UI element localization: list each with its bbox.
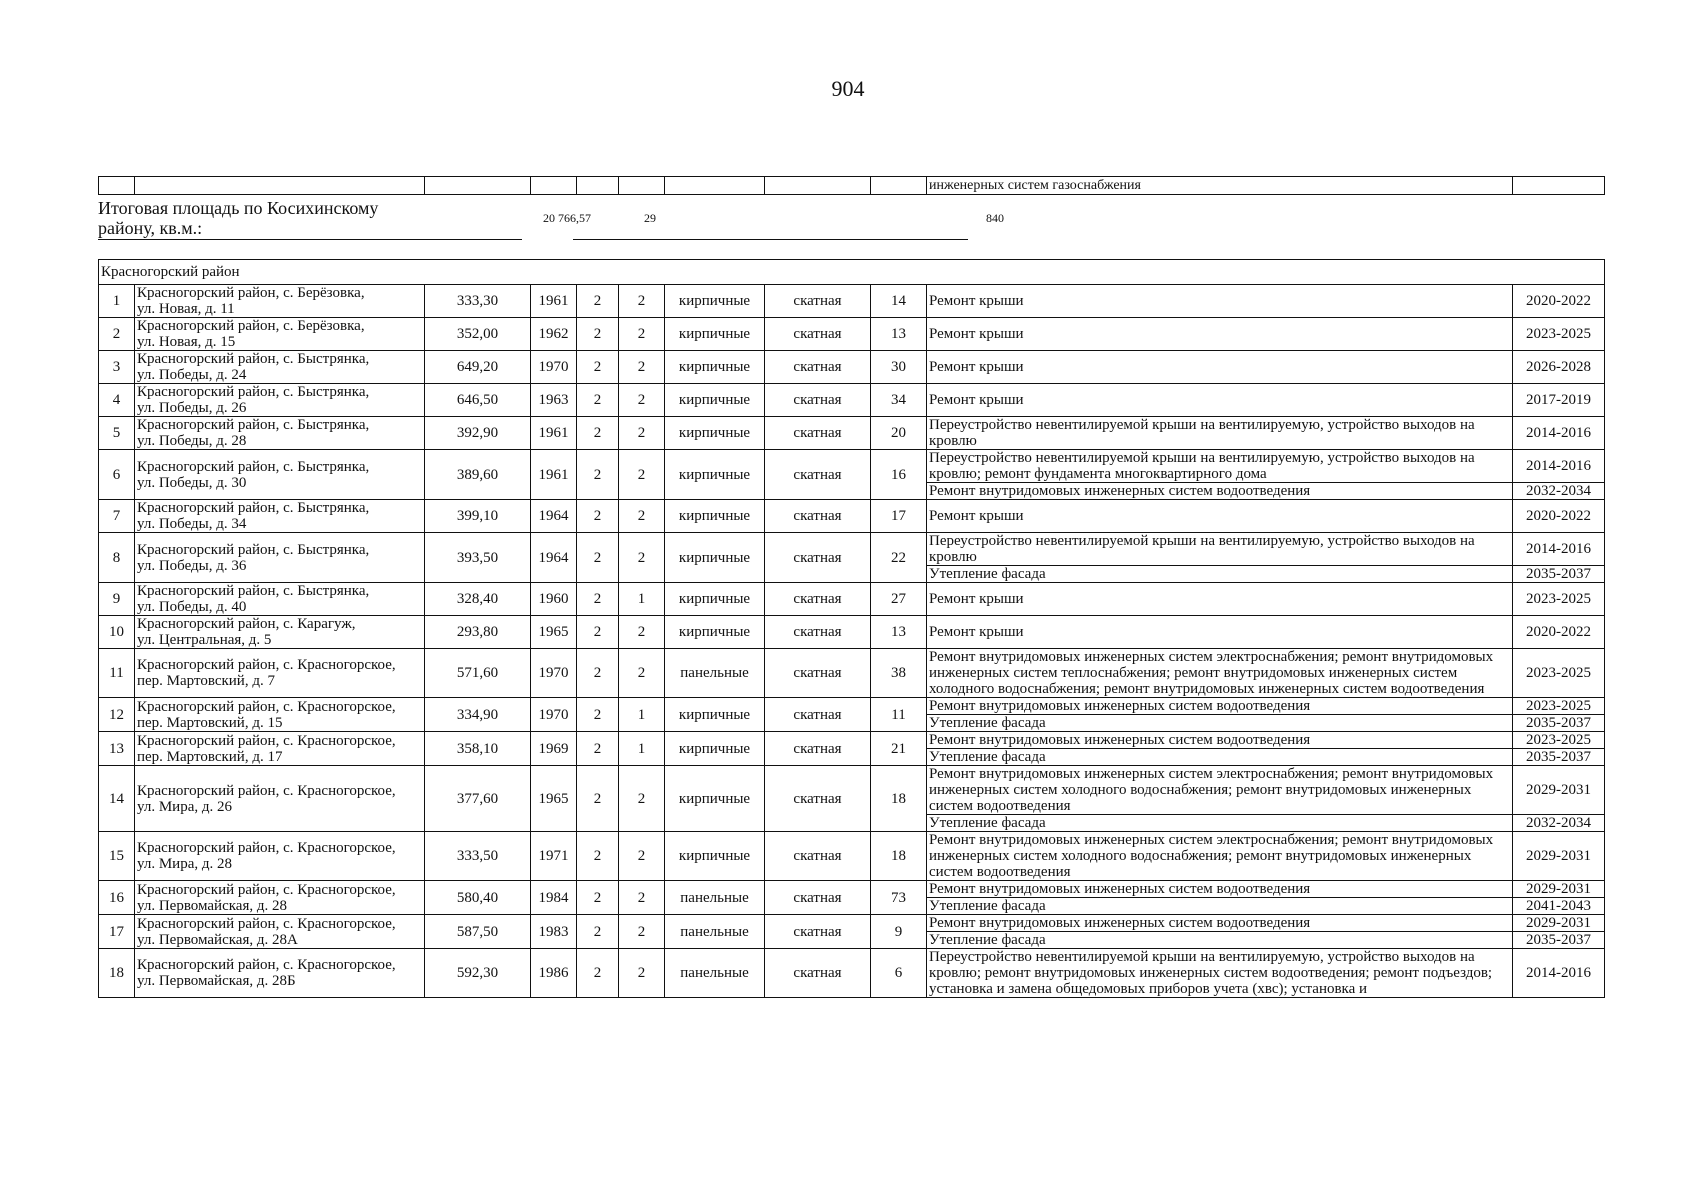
area-cell: 333,50 [425, 832, 531, 881]
address-cell [135, 500, 425, 533]
row-number: 6 [99, 450, 135, 500]
table-row [99, 285, 1605, 318]
address-line: Красногорский район, с. Берёзовка, [137, 285, 365, 301]
floors-cell: 2 [577, 649, 619, 698]
address-cell [135, 384, 425, 417]
roof-type-cell: скатная [765, 384, 871, 417]
area-cell: 333,30 [425, 285, 531, 318]
roof-type-cell: скатная [765, 500, 871, 533]
floors-cell: 2 [577, 616, 619, 649]
roof-type-cell: скатная [765, 533, 871, 583]
summary-houses-count: 29 [644, 211, 656, 225]
area-cell: 587,50 [425, 915, 531, 949]
wall-material-cell: панельные [665, 881, 765, 915]
work-cell: Переустройство невентилируемой крыши на вентилируемую, устройство выходов на кровлю [927, 417, 1513, 450]
continuation-row [99, 177, 1605, 195]
address-line: Красногорский район, с. Быстрянка, [137, 417, 370, 433]
address-cell [135, 285, 425, 318]
address-line: ул. Победы, д. 28 [137, 433, 247, 449]
floors-cell: 2 [577, 949, 619, 998]
period-cell: 2023-2025 [1513, 698, 1605, 715]
work-cell: Ремонт внутридомовых инженерных систем водоотведения [927, 698, 1513, 715]
area-cell: 393,50 [425, 533, 531, 583]
table-row [99, 915, 1605, 932]
address-line: ул. Победы, д. 36 [137, 557, 247, 574]
address-cell [135, 915, 425, 949]
wall-material-cell: кирпичные [665, 500, 765, 533]
address-line: ул. Победы, д. 30 [137, 474, 247, 491]
work-cell: инженерных систем газоснабжения [927, 177, 1513, 195]
address-cell [135, 732, 425, 766]
entrances-cell: 1 [619, 732, 665, 766]
roof-type-cell: скатная [765, 318, 871, 351]
year-cell: 1970 [531, 649, 577, 698]
area-cell: 377,60 [425, 766, 531, 832]
period-cell: 2014-2016 [1513, 533, 1605, 566]
row-number: 18 [99, 949, 135, 998]
address-line: ул. Победы, д. 24 [137, 367, 247, 383]
table-row [99, 351, 1605, 384]
row-number: 1 [99, 285, 135, 318]
wall-material-cell: кирпичные [665, 533, 765, 583]
address-cell [135, 881, 425, 915]
floors-cell: 2 [577, 698, 619, 732]
address-cell [135, 698, 425, 732]
floors-cell: 2 [577, 732, 619, 766]
address-line: ул. Первомайская, д. 28А [137, 931, 298, 948]
period-cell: 2032-2034 [1513, 483, 1605, 500]
wall-material-cell: кирпичные [665, 583, 765, 616]
address-line: ул. Первомайская, д. 28 [137, 897, 287, 914]
wall-material-cell: кирпичные [665, 351, 765, 384]
entrances-cell: 2 [619, 832, 665, 881]
period-cell: 2023-2025 [1513, 732, 1605, 749]
roof-type-cell: скатная [765, 285, 871, 318]
period-cell: 2017-2019 [1513, 384, 1605, 417]
period-cell: 2035-2037 [1513, 715, 1605, 732]
address-cell [135, 583, 425, 616]
table-row [99, 766, 1605, 815]
area-cell: 293,80 [425, 616, 531, 649]
roof-type-cell: скатная [765, 881, 871, 915]
address-line: пер. Мартовский, д. 15 [137, 714, 283, 731]
period-cell: 2020-2022 [1513, 616, 1605, 649]
period-cell: 2029-2031 [1513, 915, 1605, 932]
address-cell [135, 832, 425, 881]
roof-type-cell: скатная [765, 450, 871, 500]
roof-type-cell: скатная [765, 351, 871, 384]
table-row [99, 732, 1605, 749]
period-cell: 2020-2022 [1513, 285, 1605, 318]
table-row [99, 384, 1605, 417]
row-number: 5 [99, 417, 135, 450]
table-row [99, 649, 1605, 698]
period-cell: 2026-2028 [1513, 351, 1605, 384]
address-line: ул. Новая, д. 15 [137, 334, 236, 350]
period-cell: 2014-2016 [1513, 417, 1605, 450]
table-row [99, 450, 1605, 483]
year-cell: 1961 [531, 417, 577, 450]
address-line: ул. Мира, д. 26 [137, 798, 232, 815]
address-line: ул. Первомайская, д. 28Б [137, 973, 296, 989]
work-cell: Переустройство невентилируемой крыши на вентилируемую, устройство выходов на кровлю; ремонт фундамента многоквартирного дома [927, 450, 1513, 483]
apartments-cell: 27 [871, 583, 927, 616]
row-number: 8 [99, 533, 135, 583]
work-cell: Ремонт крыши [927, 500, 1513, 533]
address-line: ул. Центральная, д. 5 [137, 632, 272, 648]
row-number: 2 [99, 318, 135, 351]
divider [98, 239, 522, 240]
address-line: Красногорский район, с. Берёзовка, [137, 318, 365, 334]
row-number: 4 [99, 384, 135, 417]
year-cell: 1986 [531, 949, 577, 998]
address-cell [135, 649, 425, 698]
table-row [99, 417, 1605, 450]
entrances-cell: 2 [619, 533, 665, 583]
floors-cell: 2 [577, 351, 619, 384]
area-cell: 352,00 [425, 318, 531, 351]
year-cell: 1970 [531, 698, 577, 732]
address-line: Красногорский район, с. Красногорское, [137, 732, 396, 749]
table-row [99, 533, 1605, 566]
area-cell: 649,20 [425, 351, 531, 384]
year-cell: 1960 [531, 583, 577, 616]
period-cell: 2014-2016 [1513, 450, 1605, 483]
area-cell: 328,40 [425, 583, 531, 616]
period-cell: 2035-2037 [1513, 749, 1605, 766]
area-cell: 580,40 [425, 881, 531, 915]
wall-material-cell: панельные [665, 949, 765, 998]
address-cell [135, 949, 425, 998]
address-cell [135, 533, 425, 583]
entrances-cell: 2 [619, 351, 665, 384]
wall-material-cell: кирпичные [665, 732, 765, 766]
period-cell: 2023-2025 [1513, 649, 1605, 698]
year-cell: 1965 [531, 766, 577, 832]
work-cell: Утепление фасада [927, 815, 1513, 832]
address-line: пер. Мартовский, д. 17 [137, 748, 283, 765]
roof-type-cell: скатная [765, 732, 871, 766]
address-line: Красногорский район, с. Красногорское, [137, 881, 396, 898]
address-line: ул. Новая, д. 11 [137, 301, 235, 317]
wall-material-cell: кирпичные [665, 318, 765, 351]
address-line: Красногорский район, с. Красногорское, [137, 957, 396, 973]
wall-material-cell: кирпичные [665, 450, 765, 500]
address-line: Красногорский район, с. Красногорское, [137, 915, 396, 932]
year-cell: 1970 [531, 351, 577, 384]
apartments-cell: 18 [871, 766, 927, 832]
address-cell [135, 450, 425, 500]
entrances-cell: 2 [619, 949, 665, 998]
wall-material-cell: кирпичные [665, 832, 765, 881]
row-number: 12 [99, 698, 135, 732]
address-line: ул. Победы, д. 34 [137, 516, 247, 532]
year-cell: 1961 [531, 285, 577, 318]
entrances-cell: 2 [619, 616, 665, 649]
entrances-cell: 2 [619, 384, 665, 417]
district-summary [98, 198, 1604, 242]
work-cell: Утепление фасада [927, 932, 1513, 949]
row-number: 10 [99, 616, 135, 649]
row-number: 15 [99, 832, 135, 881]
year-cell: 1963 [531, 384, 577, 417]
table-row [99, 583, 1605, 616]
apartments-cell: 18 [871, 832, 927, 881]
period-cell: 2029-2031 [1513, 766, 1605, 815]
address-line: ул. Победы, д. 40 [137, 599, 247, 615]
table-row [99, 500, 1605, 533]
area-cell: 334,90 [425, 698, 531, 732]
period-cell: 2014-2016 [1513, 949, 1605, 998]
area-cell: 392,90 [425, 417, 531, 450]
year-cell: 1983 [531, 915, 577, 949]
entrances-cell: 2 [619, 500, 665, 533]
wall-material-cell: кирпичные [665, 766, 765, 832]
address-line: Красногорский район, с. Быстрянка, [137, 351, 370, 367]
roof-type-cell: скатная [765, 949, 871, 998]
apartments-cell: 9 [871, 915, 927, 949]
summary-total-area: 20 766,57 [543, 211, 591, 225]
year-cell: 1964 [531, 533, 577, 583]
work-cell: Ремонт внутридомовых инженерных систем электроснабжения; ремонт внутридомовых инженерных систем холодного водоснабжения; ремонт внутридомовых инженерных систем водоотведения [927, 832, 1513, 881]
period-cell: 2035-2037 [1513, 566, 1605, 583]
row-number: 16 [99, 881, 135, 915]
row-number: 17 [99, 915, 135, 949]
roof-type-cell: скатная [765, 649, 871, 698]
entrances-cell: 2 [619, 915, 665, 949]
area-cell: 592,30 [425, 949, 531, 998]
roof-type-cell: скатная [765, 832, 871, 881]
address-line: Красногорский район, с. Красногорское, [137, 657, 396, 673]
address-line: Красногорский район, с. Быстрянка, [137, 384, 370, 400]
apartments-cell: 17 [871, 500, 927, 533]
apartments-cell: 22 [871, 533, 927, 583]
year-cell: 1962 [531, 318, 577, 351]
table-row [99, 832, 1605, 881]
apartments-cell: 34 [871, 384, 927, 417]
apartments-cell: 38 [871, 649, 927, 698]
period-cell: 2041-2043 [1513, 898, 1605, 915]
row-number: 13 [99, 732, 135, 766]
area-cell: 389,60 [425, 450, 531, 500]
period-cell: 2023-2025 [1513, 583, 1605, 616]
apartments-cell: 11 [871, 698, 927, 732]
apartments-cell: 20 [871, 417, 927, 450]
district-row [99, 260, 1605, 285]
work-cell: Переустройство невентилируемой крыши на вентилируемую, устройство выходов на кровлю; ремонт внутридомовых инженерных систем водоотведения; ремонт подъездов; установка и замена общедомовых приборов учета (хвс); установка и [927, 949, 1513, 998]
work-cell: Ремонт внутридомовых инженерных систем водоотведения [927, 915, 1513, 932]
row-number: 9 [99, 583, 135, 616]
table-row [99, 698, 1605, 715]
table-row [99, 318, 1605, 351]
row-number: 7 [99, 500, 135, 533]
year-cell: 1969 [531, 732, 577, 766]
floors-cell: 2 [577, 533, 619, 583]
apartments-cell: 30 [871, 351, 927, 384]
apartments-cell: 13 [871, 318, 927, 351]
wall-material-cell: кирпичные [665, 616, 765, 649]
work-cell: Ремонт внутридомовых инженерных систем водоотведения [927, 881, 1513, 898]
area-cell: 646,50 [425, 384, 531, 417]
wall-material-cell: кирпичные [665, 285, 765, 318]
floors-cell: 2 [577, 881, 619, 915]
table-row [99, 881, 1605, 898]
work-cell: Ремонт крыши [927, 318, 1513, 351]
apartments-cell: 16 [871, 450, 927, 500]
wall-material-cell: кирпичные [665, 384, 765, 417]
address-line: Красногорский район, с. Красногорское, [137, 782, 396, 799]
row-number: 14 [99, 766, 135, 832]
apartments-cell: 73 [871, 881, 927, 915]
divider [573, 239, 968, 240]
work-cell: Ремонт крыши [927, 583, 1513, 616]
floors-cell: 2 [577, 417, 619, 450]
table-row [99, 616, 1605, 649]
entrances-cell: 2 [619, 649, 665, 698]
floors-cell: 2 [577, 500, 619, 533]
period-cell: 2029-2031 [1513, 881, 1605, 898]
year-cell: 1984 [531, 881, 577, 915]
year-cell: 1971 [531, 832, 577, 881]
period-cell: 2023-2025 [1513, 318, 1605, 351]
apartments-cell: 21 [871, 732, 927, 766]
table-row [99, 949, 1605, 998]
work-cell: Ремонт внутридомовых инженерных систем электроснабжения; ремонт внутридомовых инженерных систем теплоснабжения; ремонт внутридомовых инженерных систем холодного водоснабжения; ремонт внутридомовых инженерных систем водоотведения [927, 649, 1513, 698]
period-cell: 2035-2037 [1513, 932, 1605, 949]
work-cell: Утепление фасада [927, 566, 1513, 583]
work-cell: Утепление фасада [927, 898, 1513, 915]
apartments-cell: 14 [871, 285, 927, 318]
address-line: Красногорский район, с. Карагуж, [137, 616, 356, 632]
summary-apartments: 840 [986, 211, 1004, 225]
address-cell [135, 616, 425, 649]
work-cell: Ремонт внутридомовых инженерных систем водоотведения [927, 732, 1513, 749]
address-line: Красногорский район, с. Быстрянка, [137, 458, 370, 475]
continuation-row-table [98, 176, 1605, 195]
wall-material-cell: панельные [665, 649, 765, 698]
address-line: пер. Мартовский, д. 7 [137, 673, 275, 689]
address-cell [135, 766, 425, 832]
floors-cell: 2 [577, 583, 619, 616]
entrances-cell: 2 [619, 766, 665, 832]
summary-label: Итоговая площадь по Косихинскому району, кв.м.: [98, 198, 379, 238]
area-cell: 358,10 [425, 732, 531, 766]
period-cell: 2020-2022 [1513, 500, 1605, 533]
address-cell [135, 417, 425, 450]
entrances-cell: 1 [619, 698, 665, 732]
entrances-cell: 2 [619, 285, 665, 318]
entrances-cell: 2 [619, 318, 665, 351]
district-heading: Красногорский район [99, 260, 1605, 285]
roof-type-cell: скатная [765, 766, 871, 832]
address-line: ул. Победы, д. 26 [137, 400, 247, 416]
work-cell: Ремонт внутридомовых инженерных систем водоотведения [927, 483, 1513, 500]
address-line: Красногорский район, с. Красногорское, [137, 840, 396, 856]
period-cell: 2029-2031 [1513, 832, 1605, 881]
work-cell: Ремонт крыши [927, 384, 1513, 417]
floors-cell: 2 [577, 318, 619, 351]
floors-cell: 2 [577, 384, 619, 417]
address-line: Красногорский район, с. Быстрянка, [137, 583, 370, 599]
roof-type-cell: скатная [765, 417, 871, 450]
period-cell: 2032-2034 [1513, 815, 1605, 832]
address-line: Красногорский район, с. Быстрянка, [137, 541, 370, 558]
houses-table [98, 259, 1605, 998]
work-cell: Утепление фасада [927, 749, 1513, 766]
row-number: 11 [99, 649, 135, 698]
entrances-cell: 2 [619, 450, 665, 500]
page-number: 904 [831, 76, 865, 101]
roof-type-cell: скатная [765, 915, 871, 949]
roof-type-cell: скатная [765, 616, 871, 649]
wall-material-cell: кирпичные [665, 417, 765, 450]
roof-type-cell: скатная [765, 698, 871, 732]
address-cell [135, 351, 425, 384]
work-cell: Ремонт внутридомовых инженерных систем электроснабжения; ремонт внутридомовых инженерных систем холодного водоснабжения; ремонт внутридомовых инженерных систем водоотведения [927, 766, 1513, 815]
apartments-cell: 6 [871, 949, 927, 998]
apartments-cell: 13 [871, 616, 927, 649]
work-cell: Ремонт крыши [927, 351, 1513, 384]
address-line: Красногорский район, с. Быстрянка, [137, 500, 370, 516]
year-cell: 1961 [531, 450, 577, 500]
address-cell [135, 318, 425, 351]
area-cell: 399,10 [425, 500, 531, 533]
floors-cell: 2 [577, 766, 619, 832]
entrances-cell: 1 [619, 583, 665, 616]
floors-cell: 2 [577, 915, 619, 949]
address-line: Красногорский район, с. Красногорское, [137, 698, 396, 715]
entrances-cell: 2 [619, 881, 665, 915]
floors-cell: 2 [577, 285, 619, 318]
floors-cell: 2 [577, 832, 619, 881]
entrances-cell: 2 [619, 417, 665, 450]
floors-cell: 2 [577, 450, 619, 500]
year-cell: 1964 [531, 500, 577, 533]
work-cell: Переустройство невентилируемой крыши на вентилируемую, устройство выходов на кровлю [927, 533, 1513, 566]
wall-material-cell: кирпичные [665, 698, 765, 732]
wall-material-cell: панельные [665, 915, 765, 949]
area-cell: 571,60 [425, 649, 531, 698]
row-number: 3 [99, 351, 135, 384]
roof-type-cell: скатная [765, 583, 871, 616]
work-cell: Ремонт крыши [927, 616, 1513, 649]
address-line: ул. Мира, д. 28 [137, 856, 232, 872]
work-cell: Ремонт крыши [927, 285, 1513, 318]
work-cell: Утепление фасада [927, 715, 1513, 732]
year-cell: 1965 [531, 616, 577, 649]
